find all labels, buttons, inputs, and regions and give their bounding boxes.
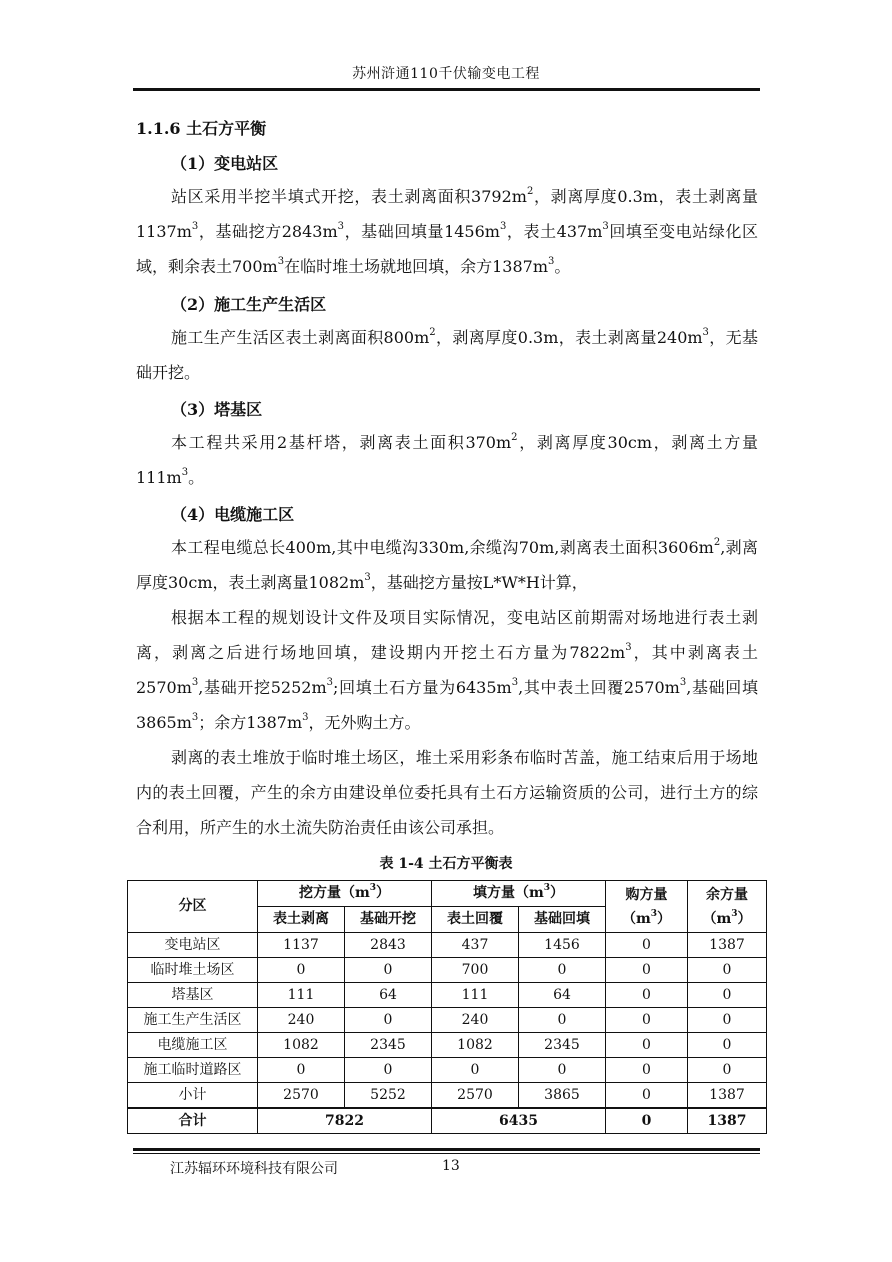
table-cell-zone: 临时堆土场区	[128, 958, 258, 983]
table-cell-value: 0	[345, 1008, 432, 1033]
table-cell-value: 1082	[258, 1033, 345, 1058]
header-surplus	[688, 881, 767, 933]
table-cell-value: 0	[606, 1033, 688, 1058]
header-rule	[133, 88, 760, 91]
table-cell-value: 0	[519, 1058, 606, 1083]
earthwork-balance-table	[127, 880, 767, 1134]
footer-rule-thick	[133, 1148, 760, 1151]
paragraph-substation: 站区采用半挖半填式开挖，表土剥离面积$3792m^2$，剥离厚度0.3m，表土剥离量$1137m^3$，基础挖方$2843m^3$，基础回填量$1456m^3$，表土$437m^3$回填至变电站绿化区域，剩余表土$700m^3$在临时堆土场就地回填，余方$1387m^3$。	[136, 185, 758, 276]
table-row	[128, 1083, 767, 1109]
table-cell-value: 0	[688, 1033, 767, 1058]
table-total-row	[128, 1108, 767, 1134]
paragraph-cable: 本工程电缆总长400m,其中电缆沟330m,余缆沟70m,剥离表土面积$3606m^2$,剥离厚度30cm，表土剥离量$1082m^3$，基础挖方量按L*W*H计算，	[136, 536, 758, 592]
table-row	[128, 983, 767, 1008]
section-title: 1.1.6 土石方平衡	[136, 119, 267, 138]
table-cell-zone: 施工生产生活区	[128, 1008, 258, 1033]
table-cell-value: 2345	[345, 1033, 432, 1058]
table-cell-value: 5252	[345, 1083, 432, 1109]
total-label: 合计	[128, 1108, 258, 1134]
paragraph-earthwork-summary: 根据本工程的规划设计文件及项目实际情况，变电站区前期需对场地进行表土剥离，剥离之后进行场地回填，建设期内开挖土石方量为$7822m^3$，其中剥离表土$2570m^3$,基础开挖$5252m^3$;回填土石方量为$6435m^3$,其中表土回覆$2570m^3$,基础回填$3865m^3$；余方$1387m^3$，无外购土方。	[136, 608, 758, 732]
total-surplus: 1387	[688, 1108, 767, 1134]
table-cell-value: 0	[688, 1058, 767, 1083]
table-cell-value: 0	[519, 1008, 606, 1033]
table-cell-value: 0	[432, 1058, 519, 1083]
table-cell-value: 240	[432, 1008, 519, 1033]
total-fill: 6435	[432, 1108, 606, 1134]
table-cell-value: 0	[606, 958, 688, 983]
table-cell-value: 64	[519, 983, 606, 1008]
table-cell-value: 2843	[345, 933, 432, 958]
table-cell-value: 0	[258, 958, 345, 983]
subsection-substation: （1）变电站区	[171, 154, 279, 173]
table-cell-value: 0	[606, 983, 688, 1008]
table-cell-value: 0	[258, 1058, 345, 1083]
table-cell-value: 0	[606, 1058, 688, 1083]
table-cell-value: 240	[258, 1008, 345, 1033]
table-cell-value: 0	[606, 1083, 688, 1109]
table-cell-value: 1137	[258, 933, 345, 958]
table-cell-value: 2345	[519, 1033, 606, 1058]
table-cell-zone: 施工临时道路区	[128, 1058, 258, 1083]
table-row	[128, 1058, 767, 1083]
total-purchase: 0	[606, 1108, 688, 1134]
table-cell-zone: 电缆施工区	[128, 1033, 258, 1058]
header-purchase	[606, 881, 688, 933]
paragraph-topsoil-handling: 剥离的表土堆放于临时堆土场区，堆土采用彩条布临时苫盖，施工结束后用于场地内的表土回覆，产生的余方由建设单位委托具有土石方运输资质的公司，进行土方的综合利用，所产生的水土流失防治责任由该公司承担。	[136, 748, 758, 837]
header-purchase-unit: $(m^3)$	[621, 908, 672, 927]
paragraph-tower-base: 本工程共采用2基杆塔，剥离表土面积$370m^2$，剥离厚度30cm，剥离土方量$111m^3$。	[136, 431, 758, 487]
header-fill: 填方量$(m^3)$	[432, 881, 606, 907]
header-foundation-dig: 基础开挖	[345, 907, 432, 933]
table-cell-value: 0	[606, 1008, 688, 1033]
subsection-construction-living: （2）施工生产生活区	[171, 295, 327, 314]
header-zone: 分区	[128, 881, 258, 933]
header-topsoil-cover: 表土回覆	[432, 907, 519, 933]
table-cell-value: 0	[688, 983, 767, 1008]
subsection-cable: （4）电缆施工区	[171, 505, 295, 524]
table-cell-value: 0	[345, 958, 432, 983]
table-cell-value: 1082	[432, 1033, 519, 1058]
footer-rule-thin	[133, 1153, 760, 1154]
header-topsoil-strip: 表土剥离	[258, 907, 345, 933]
table-cell-value: 64	[345, 983, 432, 1008]
table-cell-value: 1456	[519, 933, 606, 958]
table-cell-value: 437	[432, 933, 519, 958]
table-row	[128, 1008, 767, 1033]
table-cell-value: 2570	[432, 1083, 519, 1109]
table-cell-zone: 塔基区	[128, 983, 258, 1008]
footer-company: 江苏辐环环境科技有限公司	[170, 1161, 338, 1177]
subsection-tower-base: （3）塔基区	[171, 400, 263, 419]
table-cell-value: 111	[432, 983, 519, 1008]
page-header-title: 苏州浒通110千伏输变电工程	[352, 66, 540, 82]
header-excavation: 挖方量$(m^3)$	[258, 881, 432, 907]
table-header-row	[128, 881, 767, 907]
page-number: 13	[442, 1158, 460, 1174]
table-caption: 表 1-4 土石方平衡表	[379, 856, 513, 872]
table-cell-zone: 变电站区	[128, 933, 258, 958]
table-cell-value: 700	[432, 958, 519, 983]
header-purchase-label: 购方量	[625, 886, 668, 903]
table-row	[128, 1033, 767, 1058]
header-surplus-label: 余方量	[706, 886, 748, 903]
total-excavation: 7822	[258, 1108, 432, 1134]
table-cell-value: 0	[345, 1058, 432, 1083]
table-cell-value: 0	[688, 1008, 767, 1033]
table-body	[128, 933, 767, 1109]
header-foundation-fill: 基础回填	[519, 907, 606, 933]
paragraph-construction-living: 施工生产生活区表土剥离面积$800m^2$，剥离厚度0.3m，表土剥离量$240m^3$，无基础开挖。	[136, 326, 758, 382]
table-cell-value: 0	[606, 933, 688, 958]
table-cell-value: 0	[688, 958, 767, 983]
table-cell-value: 1387	[688, 933, 767, 958]
table-row	[128, 958, 767, 983]
table-cell-value: 2570	[258, 1083, 345, 1109]
table-cell-value: 111	[258, 983, 345, 1008]
header-surplus-unit: $(m^3)$	[702, 908, 752, 927]
table-cell-zone: 小计	[128, 1083, 258, 1109]
table-cell-value: 1387	[688, 1083, 767, 1109]
table-row	[128, 933, 767, 958]
table-cell-value: 0	[519, 958, 606, 983]
table-cell-value: 3865	[519, 1083, 606, 1109]
